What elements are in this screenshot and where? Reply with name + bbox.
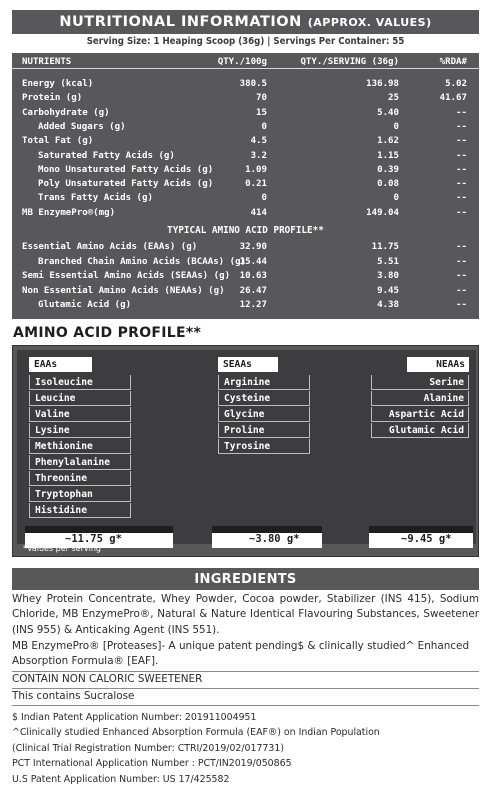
seaas-header: SEAAs <box>218 357 278 372</box>
table-row <box>12 269 479 283</box>
cell-serving: 0 <box>393 121 399 132</box>
cell-serving: 9.45 <box>377 285 399 296</box>
cell-serving: 0.39 <box>377 164 399 175</box>
patent-line: $ Indian Patent Application Number: 201911004951 <box>12 712 257 723</box>
typical-amino-label: TYPICAL AMINO ACID PROFILE** <box>167 225 324 236</box>
cell-per100: 4.5 <box>250 136 267 147</box>
eaas-header: EAAs <box>29 357 92 372</box>
cell-rda: -- <box>456 193 467 204</box>
cell-name: Total Fat (g) <box>22 136 94 147</box>
sucralose-note: This contains Sucralose <box>12 690 135 702</box>
non-caloric-note: CONTAIN NON CALORIC SWEETENER <box>12 673 203 685</box>
amino-profile-panel <box>12 345 479 557</box>
table-row <box>12 106 479 120</box>
cell-per100: 15 <box>256 107 267 118</box>
cell-rda: 41.67 <box>439 93 467 104</box>
patent-line: U.S Patent Application Number: US 17/425582 <box>12 773 230 785</box>
cell-per100: 26.47 <box>239 285 267 296</box>
cell-name: Glutamic Acid (g) <box>38 300 132 311</box>
serving-info: Serving Size: 1 Heaping Scoop (36g) | Servings Per Container: 55 <box>86 36 405 47</box>
table-row <box>12 77 479 91</box>
amino-acid-item: Tyrosine <box>218 439 310 454</box>
cell-rda: -- <box>456 256 467 267</box>
cell-name: Energy (kcal) <box>22 79 94 89</box>
cell-per100: 0.21 <box>245 179 267 190</box>
eaas-total-strip <box>25 526 173 533</box>
cell-per100: 70 <box>256 93 267 104</box>
cell-rda: -- <box>456 164 467 175</box>
amino-acid-item: Arginine <box>218 375 310 390</box>
cell-serving: 5.51 <box>377 256 399 267</box>
cell-per100: 380.5 <box>239 79 267 89</box>
cell-serving: 0 <box>393 193 399 204</box>
col-per100: QTY./100g <box>217 57 267 67</box>
cell-rda: -- <box>456 107 467 118</box>
amino-acid-item: Proline <box>218 423 310 438</box>
patent-line: PCT International Application Number : PCT/IN2019/050865 <box>12 758 292 770</box>
cell-per100: 32.90 <box>239 242 267 252</box>
nutrition-table <box>12 53 479 319</box>
enzyme-note: MB EnzymePro® [Proteases]- A unique patent pending$ & clinically studied^ Enhanced Absorption Formula® [EAF]. <box>12 640 470 667</box>
table-row <box>12 149 479 163</box>
cell-rda: -- <box>456 300 467 311</box>
amino-acid-item: Lysine <box>29 423 131 438</box>
ingredients-title: INGREDIENTS <box>12 568 479 590</box>
cell-name: Carbohydrate (g) <box>22 107 110 118</box>
col-nutrients: NUTRIENTS <box>22 57 72 67</box>
cell-name: Trans Fatty Acids (g) <box>38 193 153 204</box>
amino-acid-item: Tryptophan <box>29 487 131 502</box>
cell-serving: 3.80 <box>377 271 399 282</box>
amino-acid-item: Glycine <box>218 407 310 422</box>
amino-acid-item: Cysteine <box>218 391 310 406</box>
seaas-total-strip <box>212 526 322 533</box>
table-row <box>12 191 479 205</box>
neaas-total: ~9.45 g* <box>401 533 452 545</box>
neaas-total-strip <box>369 526 473 533</box>
cell-serving: 5.40 <box>377 107 399 118</box>
col-serving: QTY./SERVING (36g) <box>300 57 399 67</box>
cell-name: MB EnzymePro®(mg) <box>22 207 116 218</box>
cell-per100: 414 <box>250 207 267 218</box>
cell-rda: -- <box>456 285 467 296</box>
amino-acid-item: Histidine <box>29 503 131 518</box>
amino-acid-item: Valine <box>29 407 131 422</box>
cell-name: Non Essential Amino Acids (NEAAs) (g) <box>22 285 225 296</box>
amino-acid-item: Serine <box>371 375 469 390</box>
nutrition-header-row <box>12 55 479 69</box>
nutrition-title-bar <box>12 10 479 34</box>
table-row <box>12 120 479 134</box>
nutrition-title-sub: (APPROX. VALUES) <box>307 15 432 29</box>
divider <box>12 705 479 706</box>
table-row <box>12 206 479 220</box>
cell-rda: -- <box>456 121 467 132</box>
amino-acid-item: Methionine <box>29 439 131 454</box>
amino-profile-title: AMINO ACID PROFILE** <box>13 325 202 341</box>
cell-rda: -- <box>456 179 467 190</box>
cell-rda: -- <box>456 207 467 218</box>
cell-serving: 25 <box>388 93 399 104</box>
cell-rda: -- <box>456 271 467 282</box>
cell-rda: -- <box>456 150 467 161</box>
col-rda: %RDA# <box>439 57 467 67</box>
table-row <box>12 284 479 298</box>
cell-per100: 12.27 <box>239 300 267 311</box>
table-row <box>12 134 479 148</box>
divider <box>12 671 479 672</box>
patent-line: ^Clinically studied Enhanced Absorption Formula (EAF®) on Indian Population <box>12 727 380 739</box>
table-row <box>12 177 479 191</box>
amino-footnote: *Values per serving <box>23 544 101 553</box>
divider <box>12 688 479 689</box>
cell-name: Poly Unsaturated Fatty Acids (g) <box>38 179 214 190</box>
cell-serving: 149.04 <box>366 207 399 218</box>
amino-acid-item: Threonine <box>29 471 131 486</box>
cell-per100: 3.2 <box>250 150 267 161</box>
amino-acid-item: Isoleucine <box>29 375 131 390</box>
cell-per100: 10.63 <box>239 271 267 282</box>
table-row <box>12 91 479 105</box>
cell-serving: 0.08 <box>377 179 399 190</box>
table-row <box>12 163 479 177</box>
cell-name: Added Sugars (g) <box>38 121 126 132</box>
amino-acid-item: Glutamic Acid <box>371 423 469 438</box>
cell-name: Mono Unsaturated Fatty Acids (g) <box>38 164 214 175</box>
cell-serving: 4.38 <box>377 300 399 311</box>
cell-rda: -- <box>456 242 467 252</box>
cell-name: Saturated Fatty Acids (g) <box>38 150 175 161</box>
cell-name: Protein (g) <box>22 93 83 104</box>
amino-acid-item: Leucine <box>29 391 131 406</box>
table-row <box>12 298 479 312</box>
cell-per100: 0 <box>261 193 267 204</box>
cell-name: Semi Essential Amino Acids (SEAAs) (g) <box>22 271 231 282</box>
cell-serving: 1.15 <box>377 150 399 161</box>
amino-profile-inner <box>17 350 476 544</box>
cell-serving: 136.98 <box>366 79 399 89</box>
cell-serving: 11.75 <box>371 242 399 252</box>
amino-acid-item: Aspartic Acid <box>371 407 469 422</box>
table-row <box>12 240 479 254</box>
patent-line: (Clinical Trial Registration Number: CTRI/2019/02/017731) <box>12 742 284 754</box>
cell-name: Essential Amino Acids (EAAs) (g) <box>22 242 198 252</box>
eaas-total: ~11.75 g* <box>65 533 122 545</box>
amino-acid-item: Phenylalanine <box>29 455 131 470</box>
cell-name: Branched Chain Amino Acids (BCAAs) (g) <box>38 256 247 267</box>
cell-per100: 0 <box>261 121 267 132</box>
cell-rda: 5.02 <box>445 79 467 89</box>
cell-serving: 1.62 <box>377 136 399 147</box>
seaas-total: ~3.80 g* <box>249 533 300 545</box>
patent-info <box>12 710 479 787</box>
table-row <box>12 255 479 269</box>
cell-rda: -- <box>456 136 467 147</box>
cell-per100: 1.09 <box>245 164 267 175</box>
nutrition-title: NUTRITIONAL INFORMATION <box>59 14 302 30</box>
ingredients-text: Whey Protein Concentrate, Whey Powder, Cocoa powder, Stabilizer (INS 415), Sodium Chloride, MB EnzymePro®, Natural & Nature Identical Flavouring Substances, Sweetener (INS 955) & Anticaking Agent (INS 551). <box>12 593 479 636</box>
neaas-header: NEAAs <box>407 357 469 372</box>
amino-acid-item: Alanine <box>371 391 469 406</box>
cell-per100: 15.44 <box>239 256 267 267</box>
